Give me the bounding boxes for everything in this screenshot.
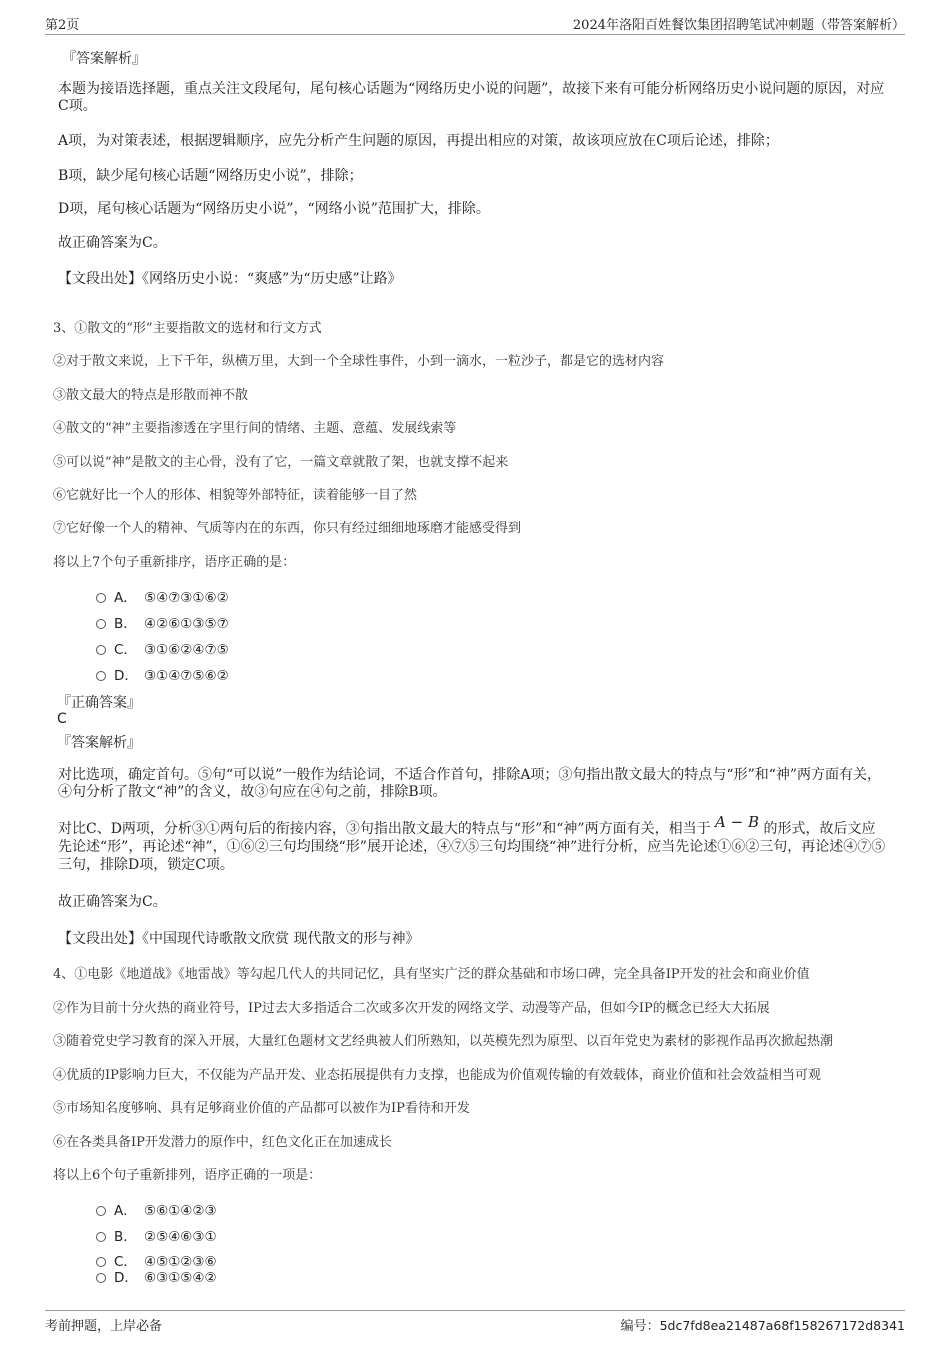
- radio-icon[interactable]: [96, 593, 106, 603]
- q4-line-1: 4、①电影《地道战》《地雷战》等勾起几代人的共同记忆，具有坚实广泛的群众基础和市场口碑，完全具备IP开发的社会和商业价值: [53, 967, 810, 982]
- q3-option-d[interactable]: D． ③①④⑦⑤⑥②: [96, 664, 229, 684]
- q2-source: 【文段出处】《网络历史小说：“爽感”为“历史感”让路》: [58, 271, 402, 287]
- page-footer: [45, 1310, 905, 1335]
- q3-line-4: ④散文的“神”主要指渗透在字里行间的情绪、主题、意蕴、发展线索等: [53, 421, 457, 436]
- footer-slogan: 考前押题，上岸必备: [45, 1319, 163, 1334]
- radio-icon[interactable]: [96, 1206, 106, 1216]
- q2-analysis-p4: D项，尾句核心话题为“网络历史小说”，“网络小说”范围扩大，排除。: [58, 201, 490, 217]
- q3-answer-text: 故正确答案为C。: [58, 894, 167, 910]
- q2-analysis-label: 『答案解析』: [62, 51, 146, 67]
- q3-line-1: 3、①散文的“形”主要指散文的选材和行文方式: [53, 321, 322, 336]
- q3-source: 【文段出处】《中国现代诗歌散文欣赏 现代散文的形与神》: [58, 931, 420, 947]
- q3-prompt: 将以上7个句子重新排序，语序正确的是：: [53, 555, 296, 570]
- radio-icon[interactable]: [96, 645, 106, 655]
- q4-line-3: ③随着党史学习教育的深入开展，大量红色题材文艺经典被人们所熟知，以英模先烈为原型、以百年党史为素材的影视作品再次掀起热潮: [53, 1034, 834, 1049]
- radio-icon[interactable]: [96, 619, 106, 629]
- q4-option-c[interactable]: C． ④⑤①②③⑥: [96, 1250, 217, 1270]
- q3-line-3: ③散文最大的特点是形散而神不散: [53, 388, 249, 403]
- document-title: 2024年洛阳百姓餐饮集团招聘笔试冲刺题（带答案解析）: [572, 18, 905, 33]
- radio-icon[interactable]: [96, 1273, 106, 1283]
- q3-option-a[interactable]: A． ⑤④⑦③①⑥②: [96, 586, 229, 606]
- document-code: 编号：5dc7fd8ea21487a68f158267172d8341: [620, 1318, 905, 1334]
- q2-answer-text: 故正确答案为C。: [58, 235, 167, 251]
- q4-option-a[interactable]: A． ⑤⑥①④②③: [96, 1199, 217, 1219]
- radio-icon[interactable]: [96, 671, 106, 681]
- q4-option-b[interactable]: B． ②⑤④⑥③①: [96, 1225, 217, 1245]
- q4-line-5: ⑤市场知名度够响、具有足够商业价值的产品都可以被作为IP看待和开发: [53, 1101, 470, 1116]
- page-number: 第2页: [45, 18, 80, 33]
- q3-line-6: ⑥它就好比一个人的形体、相貌等外部特征，读着能够一目了然: [53, 488, 418, 503]
- q3-analysis-label: 『答案解析』: [57, 735, 141, 751]
- q3-line-5: ⑤可以说“神”是散文的主心骨，没有了它，一篇文章就散了架，也就支撑不起来: [53, 455, 509, 470]
- q4-line-6: ⑥在各类具备IP开发潜力的原作中，红色文化正在加速成长: [53, 1135, 392, 1150]
- q4-line-2: ②作为目前十分火热的商业符号，IP过去大多指适合二次或多次开发的网络文学、动漫等产品，但如今IP的概念已经大大拓展: [53, 1001, 770, 1016]
- q2-analysis-p2: A项，为对策表述，根据逻辑顺序，应先分析产生问题的原因，再提出相应的对策，故该项应放在C项后论述，排除；: [58, 133, 779, 149]
- q4-line-4: ④优质的IP影响力巨大，不仅能为产品开发、业态拓展提供有力支撑，也能成为价值观传输的有效载体，商业价值和社会效益相当可观: [53, 1068, 821, 1083]
- formula: A − B: [715, 813, 759, 831]
- page-header: [45, 14, 905, 35]
- q3-analysis-p2: 对比C、D两项，分析③①两句后的衔接内容，③句指出散文最大的特点与“形”和“神”两方面有关，相当于 A − B 的形式，故后文应先论述“形”，再论述“神”，①⑥②三句均围绕“形”展开论述，④⑦⑤三句均围绕“神”进行分析，应当先论述①⑥②三句，再论述④⑦⑤三句，排除D项，锁定C项。: [58, 813, 886, 873]
- q3-correct-answer: C: [57, 711, 67, 727]
- q3-option-c[interactable]: C． ③①⑥②④⑦⑤: [96, 638, 229, 658]
- q3-line-2: ②对于散文来说，上下千年，纵横万里，大到一个全球性事件，小到一滴水，一粒沙子，都是它的选材内容: [53, 354, 665, 369]
- q3-line-7: ⑦它好像一个人的精神、气质等内在的东西，你只有经过细细地琢磨才能感受得到: [53, 521, 522, 536]
- q4-prompt: 将以上6个句子重新排列，语序正确的一项是：: [53, 1168, 322, 1183]
- radio-icon[interactable]: [96, 1232, 106, 1242]
- q3-option-b[interactable]: B． ④②⑥①③⑤⑦: [96, 612, 229, 632]
- q2-analysis-p3: B项，缺少尾句核心话题“网络历史小说”，排除；: [58, 168, 363, 184]
- q3-correct-label: 『正确答案』: [57, 695, 141, 711]
- q2-analysis-p1: 本题为接语选择题，重点关注文段尾句，尾句核心话题为“网络历史小说的问题”，故接下来有可能分析网络历史小说问题的原因，对应C项。: [58, 81, 885, 114]
- q3-analysis-p1: 对比选项，确定首句。⑤句“可以说”一般作为结论词，不适合作首句，排除A项；③句指出散文最大的特点与“形”和“神”两方面有关，④句分析了散文“神”的含义，故③句应在④句之前，排除B项。: [58, 767, 882, 800]
- q4-option-d[interactable]: D． ⑥③①⑤④②: [96, 1266, 217, 1286]
